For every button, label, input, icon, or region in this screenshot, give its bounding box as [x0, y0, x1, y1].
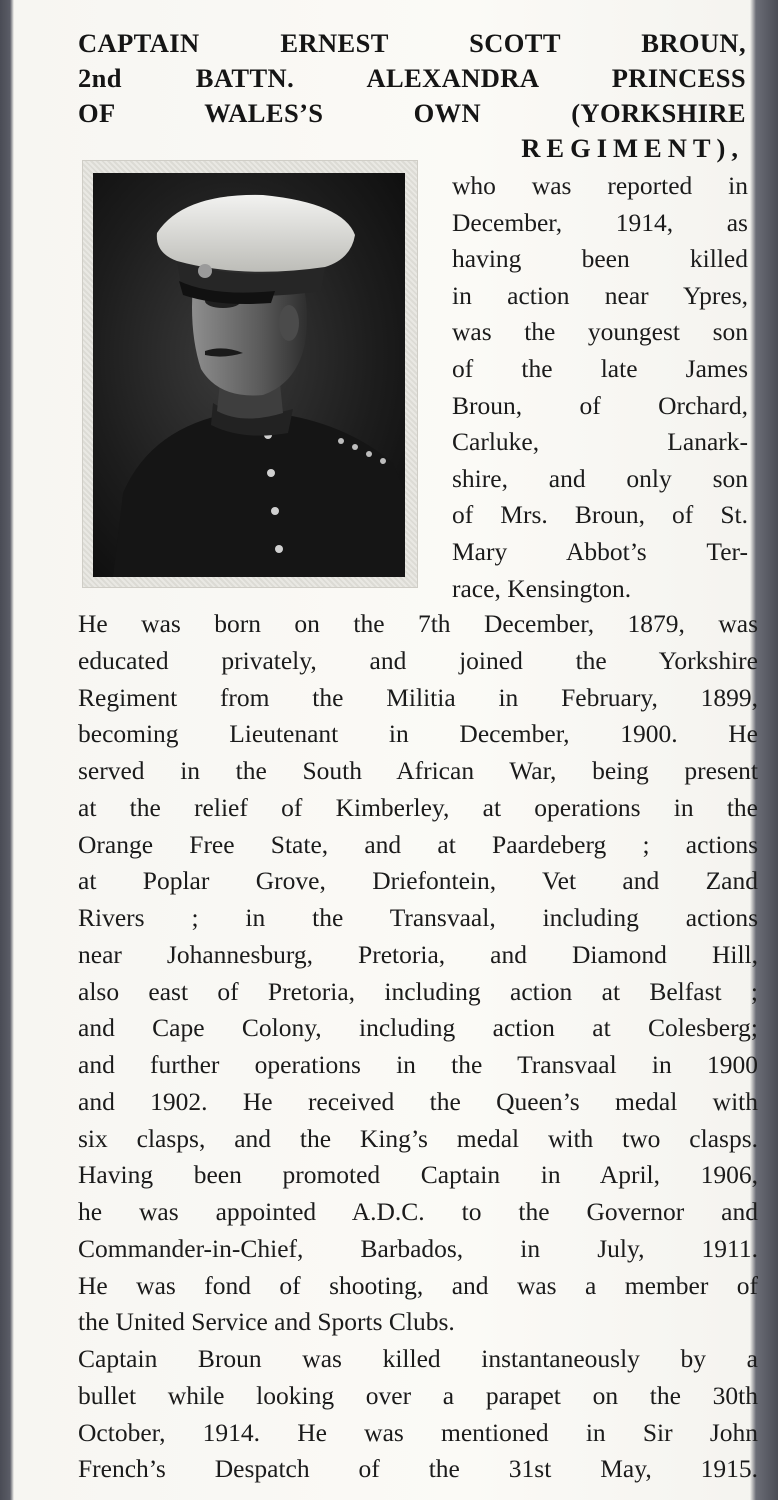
text-line: near Johannesburg, Pretoria, and Diamond Hill,: [78, 939, 758, 969]
text-line: bullet while looking over a parapet on the 30th: [78, 1380, 758, 1410]
text-line: educated privately, and joined the Yorkshire: [78, 645, 758, 675]
side-column-text: [452, 168, 748, 607]
text-line: and further operations in the Transvaal in 1900: [78, 1050, 758, 1079]
text-line: shire, and only son: [452, 463, 748, 493]
text-line: who was reported in: [452, 171, 748, 200]
headline-line: REGIMENT),: [521, 133, 744, 163]
text-line: race, Kensington.: [452, 573, 632, 603]
text-line: Commander-in-Chief, Barbados, in July, 1911.: [78, 1233, 758, 1263]
body-column-text: [78, 606, 758, 1488]
text-line: He was fond of shooting, and was a member of: [78, 1270, 758, 1300]
text-line: and 1902. He received the Queen’s medal with: [78, 1086, 758, 1116]
portrait-photo: [93, 173, 405, 577]
text-line: Rivers ; in the Transvaal, including actions: [78, 903, 758, 932]
text-line: and Cape Colony, including action at Colesberg;: [78, 1013, 758, 1043]
headline-line: 2nd BATTN. ALEXANDRA PRINCESS: [78, 63, 746, 93]
text-line: of Mrs. Broun, of St.: [452, 500, 748, 530]
text-line: October, 1914. He was mentioned in Sir John: [78, 1417, 758, 1447]
text-line: having been killed: [452, 244, 748, 274]
text-line: he was appointed A.D.C. to the Governor and: [78, 1197, 758, 1226]
text-line: Captain Broun was killed instantaneously by a: [78, 1344, 758, 1373]
text-line: Orange Free State, and at Paardeberg ; actions: [78, 829, 758, 859]
text-line: of the late James: [452, 353, 748, 383]
text-line: was the youngest son: [452, 317, 748, 347]
text-line: French’s Despatch of the 31st May, 1915.: [78, 1454, 758, 1484]
headline-line: CAPTAIN ERNEST SCOTT BROUN,: [78, 28, 746, 58]
text-line: December, 1914, as: [452, 207, 748, 237]
text-line: in action near Ypres,: [452, 280, 748, 310]
text-line: He was born on the 7th December, 1879, was: [78, 609, 758, 638]
text-line: also east of Pretoria, including action at Belfast ;: [78, 976, 758, 1006]
text-line: Mary Abbot’s Ter-: [452, 536, 748, 566]
text-line: the United Service and Sports Clubs.: [78, 1307, 455, 1337]
portrait-photo-frame: [82, 160, 418, 588]
text-line: at the relief of Kimberley, at operations in the: [78, 792, 758, 822]
text-line: at Poplar Grove, Driefontein, Vet and Zand: [78, 866, 758, 896]
text-line: Broun, of Orchard,: [452, 390, 748, 420]
text-line: Carluke, Lanark-: [452, 427, 748, 457]
text-line: six clasps, and the King’s medal with two clasps.: [78, 1123, 758, 1153]
headline-line: OF WALES’S OWN (YORKSHIRE: [78, 98, 746, 128]
text-line: served in the South African War, being present: [78, 756, 758, 785]
text-line: Having been promoted Captain in April, 1906,: [78, 1160, 758, 1190]
portrait-illustration: [93, 173, 405, 577]
text-line: Regiment from the Militia in February, 1899,: [78, 682, 758, 712]
text-line: becoming Lieutenant in December, 1900. He: [78, 719, 758, 749]
obituary-headline: [78, 26, 746, 166]
